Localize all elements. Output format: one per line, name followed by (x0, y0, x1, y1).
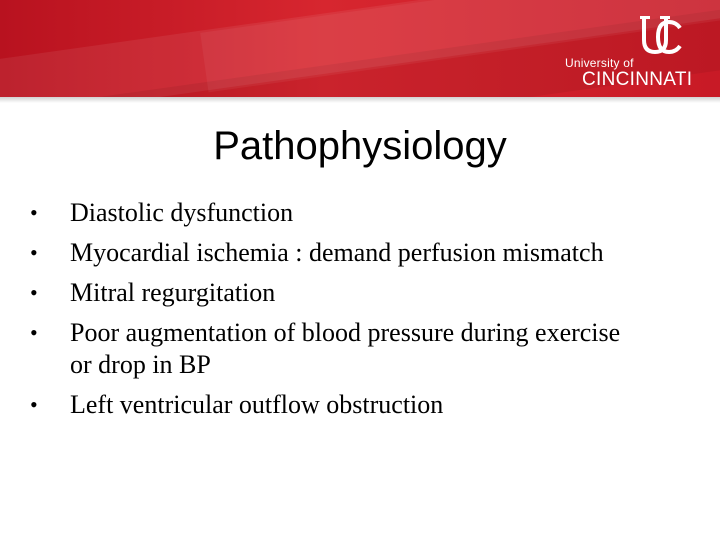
logo-university-of: University of (565, 56, 634, 70)
bullet-item (28, 389, 628, 421)
uc-monogram-icon (638, 14, 684, 60)
university-logo (560, 14, 710, 90)
bullet-item (28, 237, 628, 269)
bullet-item (28, 317, 628, 381)
banner-shadow (0, 97, 720, 103)
bullet-marker: • (30, 392, 38, 417)
bullet-marker: • (30, 280, 38, 305)
bullet-text: Diastolic dysfunction (70, 198, 294, 227)
bullet-text: Mitral regurgitation (70, 278, 276, 307)
slide-title: Pathophysiology (213, 124, 507, 168)
bullet-marker: • (30, 240, 38, 265)
bullet-text: Left ventricular outflow obstruction (70, 390, 444, 419)
bullet-marker: • (30, 320, 38, 345)
bullet-marker: • (30, 200, 38, 225)
logo-cincinnati: CINCINNATI (582, 69, 693, 90)
bullet-text: Poor augmentation of blood pressure during exercise or drop in BP (70, 318, 621, 379)
bullet-item (28, 197, 628, 229)
bullet-list (28, 197, 628, 429)
bullet-item (28, 277, 628, 309)
bullet-text: Myocardial ischemia : demand perfusion mismatch (70, 238, 604, 267)
header-banner (0, 0, 720, 97)
